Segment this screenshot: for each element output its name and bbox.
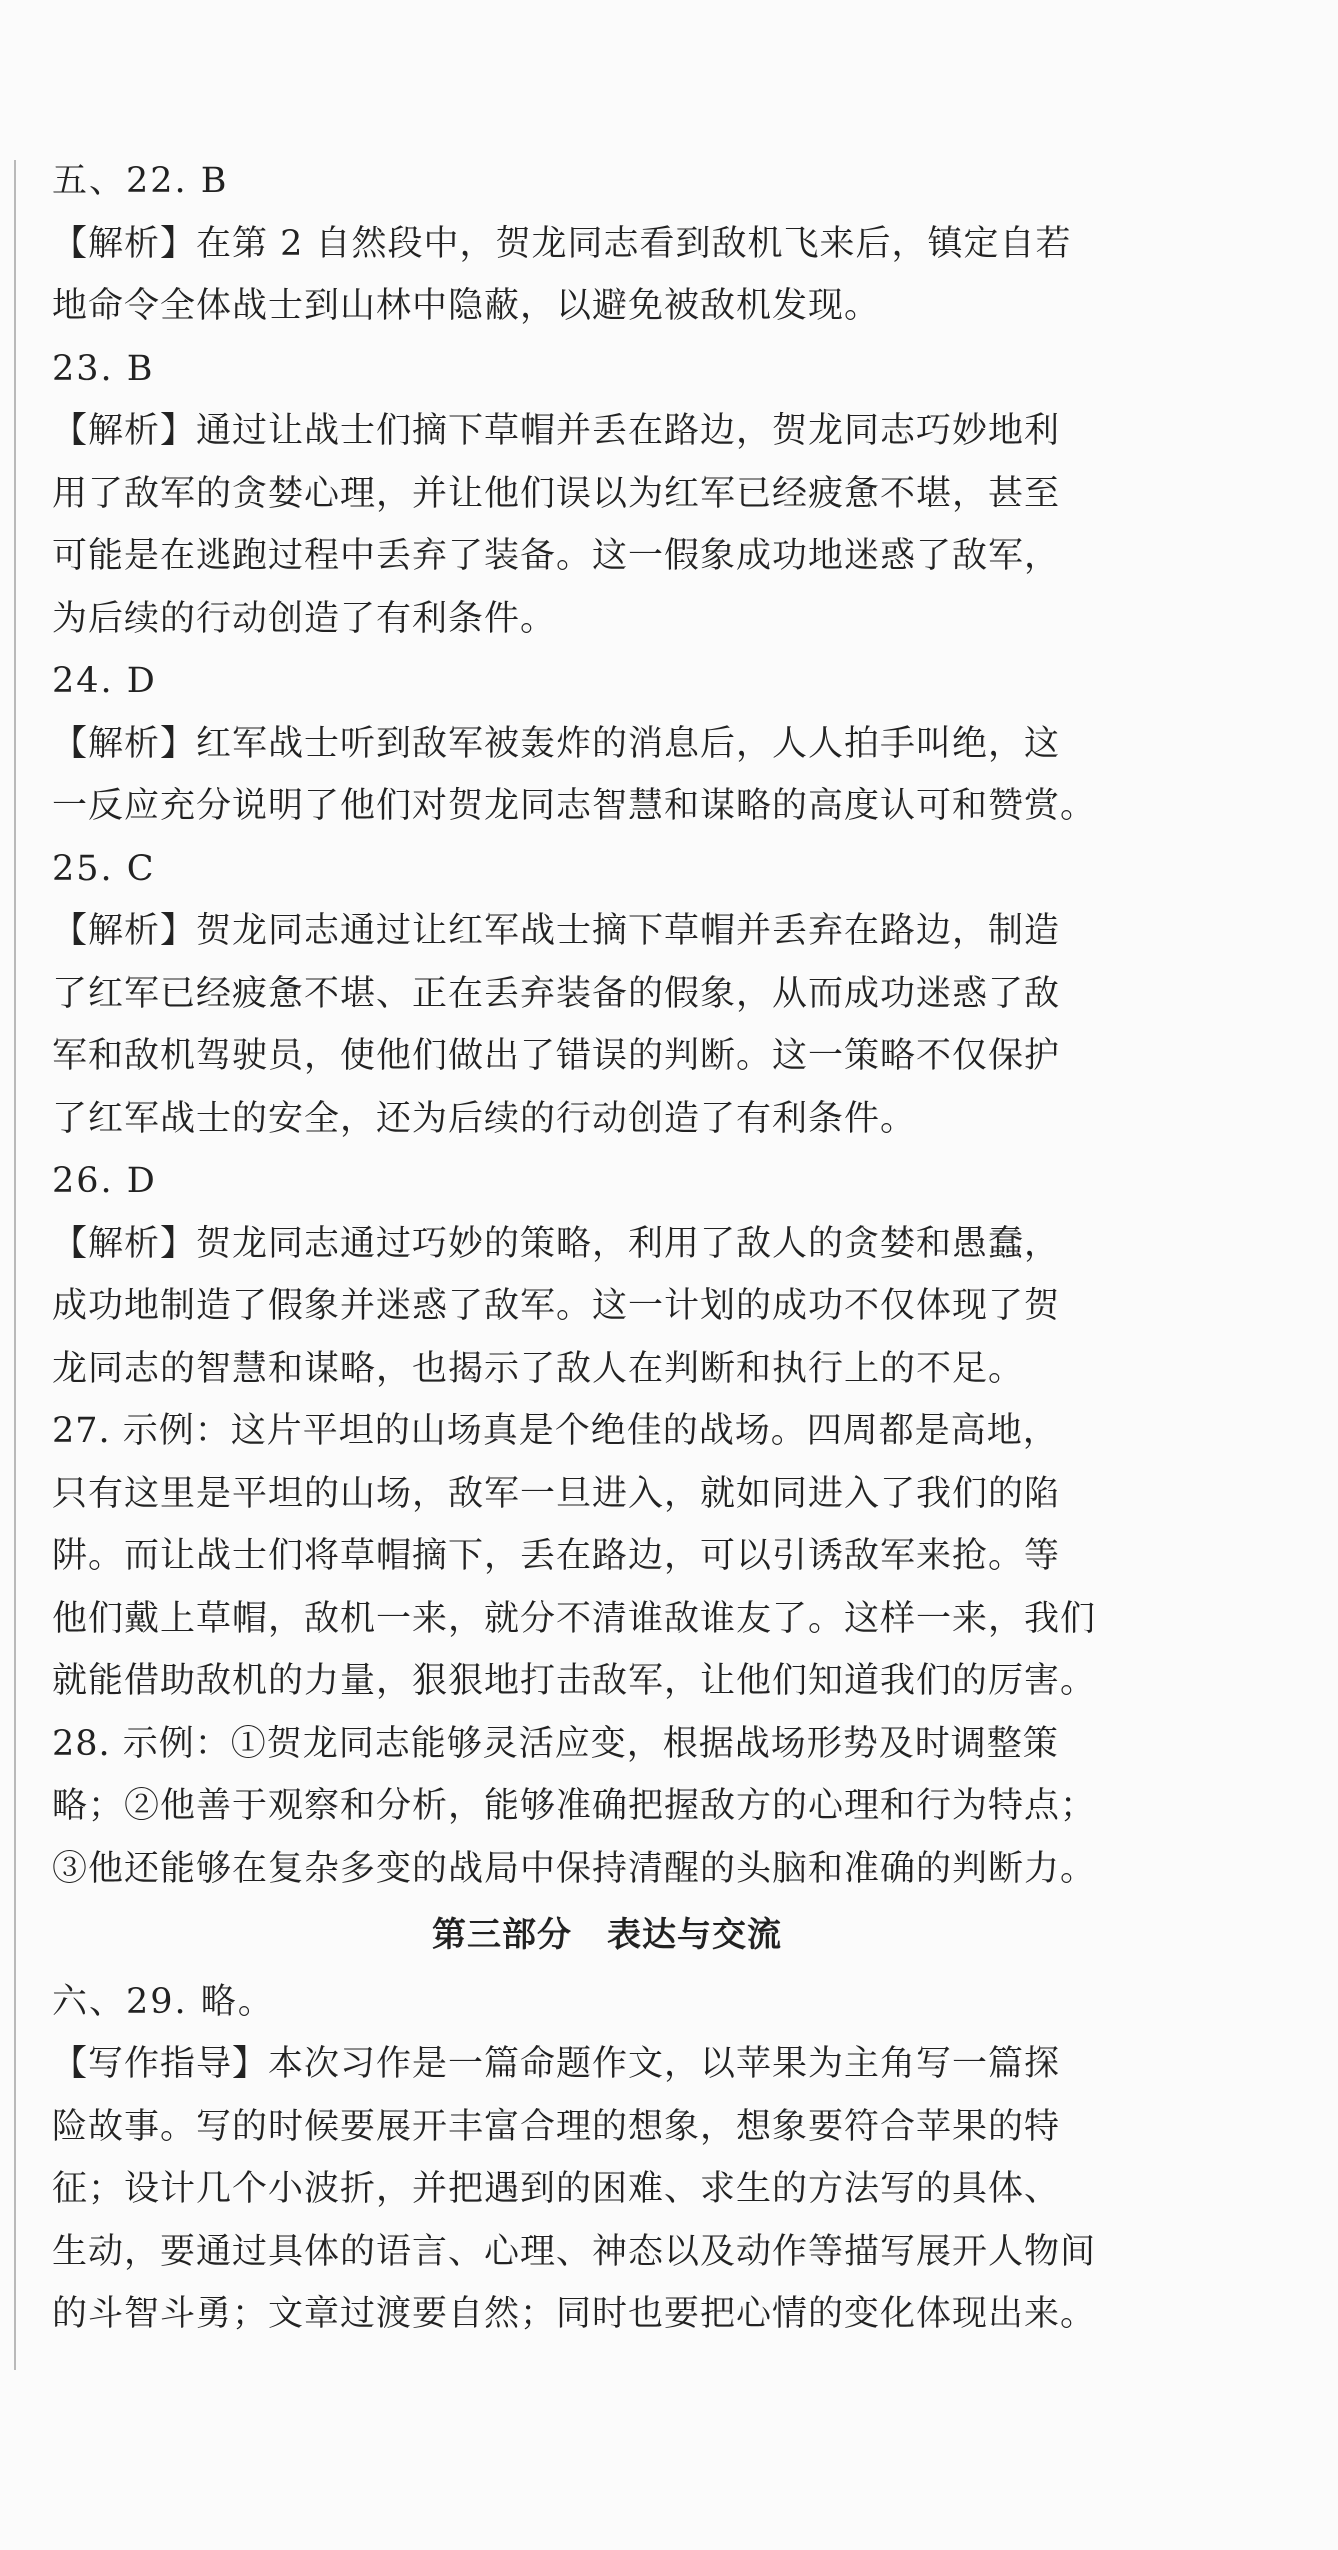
answer-28-line-2: 略；②他善于观察和分析，能够准确把握敌方的心理和行为特点； [52,1786,1097,1826]
analysis-25-line-3: 军和敌机驾驶员，使他们做出了错误的判断。这一策略不仅保护 [52,1036,1061,1076]
analysis-24-line-1: 【解析】红军战士听到敌军被轰炸的消息后，人人拍手叫绝，这 [52,723,1061,764]
writing-guide-line-3: 征；设计几个小波折，并把遇到的困难、求生的方法写的具体、 [52,2169,1061,2209]
answer-28-line-1: 28. 示例：①贺龙同志能够灵活应变，根据战场形势及时调整策 [52,1723,1059,1764]
analysis-23-line-4: 为后续的行动创造了有利条件。 [52,598,557,639]
analysis-22-line-2: 地命令全体战士到山林中隐蔽，以避免被敌机发现。 [52,286,881,326]
analysis-26-line-2: 成功地制造了假象并迷惑了敌军。这一计划的成功不仅体现了贺 [52,1286,1061,1326]
writing-guide-line-5: 的斗智斗勇；文章过渡要自然；同时也要把心情的变化体现出来。 [52,2294,1097,2334]
answer-23: 23. B [52,348,155,389]
analysis-26-line-1: 【解析】贺龙同志通过巧妙的策略，利用了敌人的贪婪和愚蠢， [52,1223,1061,1264]
part-two-answers [52,150,1162,1900]
analysis-25-line-1: 【解析】贺龙同志通过让红军战士摘下草帽并丢弃在路边，制造 [52,911,1061,951]
analysis-26-line-3: 龙同志的智慧和谋略，也揭示了敌人在判断和执行上的不足。 [52,1348,1025,1389]
analysis-23-line-1: 【解析】通过让战士们摘下草帽并丢在路边，贺龙同志巧妙地利 [52,411,1061,451]
writing-guide-line-1: 【写作指导】本次习作是一篇命题作文，以苹果为主角写一篇探 [52,2044,1061,2084]
answer-27-line-2: 只有这里是平坦的山场，敌军一旦进入，就如同进入了我们的陷 [52,1473,1061,1514]
analysis-24-line-2: 一反应充分说明了他们对贺龙同志智慧和谋略的高度认可和赞赏。 [52,786,1097,826]
answer-28-line-3: ③他还能够在复杂多变的战局中保持清醒的头脑和准确的判断力。 [52,1848,1097,1889]
answer-27-line-3: 阱。而让战士们将草帽摘下，丢在路边，可以引诱敌军来抢。等 [52,1536,1061,1576]
answer-27-line-4: 他们戴上草帽，敌机一来，就分不清谁敌谁友了。这样一来，我们 [52,1598,1097,1639]
answer-22: 五、22. B [52,161,229,201]
answer-key-content [52,150,1162,2346]
answer-26: 26. D [52,1161,157,1201]
answer-25: 25. C [52,848,156,889]
analysis-25-line-2: 了红军已经疲惫不堪、正在丢弃装备的假象，从而成功迷惑了敌 [52,973,1061,1014]
section-title: 第三部分 表达与交流 [432,1915,782,1955]
analysis-22-line-1: 【解析】在第 2 自然段中，贺龙同志看到敌机飞来后，镇定自若 [52,223,1072,264]
analysis-23-line-2: 用了敌军的贪婪心理，并让他们误以为红军已经疲惫不堪，甚至 [52,473,1061,514]
analysis-25-line-4: 了红军战士的安全，还为后续的行动创造了有利条件。 [52,1098,917,1139]
answer-27-line-5: 就能借助敌机的力量，狠狠地打击敌军，让他们知道我们的厉害。 [52,1661,1097,1701]
answer-27-line-1: 27. 示例：这片平坦的山场真是个绝佳的战场。四周都是高地， [52,1411,1059,1451]
writing-guide-line-2: 险故事。写的时候要展开丰富合理的想象，想象要符合苹果的特 [52,2106,1061,2147]
answer-29: 六、29. 略。 [52,1981,275,2022]
analysis-23-line-3: 可能是在逃跑过程中丢弃了装备。这一假象成功地迷惑了敌军， [52,536,1061,576]
writing-guide-line-4: 生动，要通过具体的语言、心理、神态以及动作等描写展开人物间 [52,2231,1097,2272]
answer-24: 24. D [52,661,157,701]
left-margin-rule [14,160,16,2370]
part-three-answers [52,1971,1162,2346]
